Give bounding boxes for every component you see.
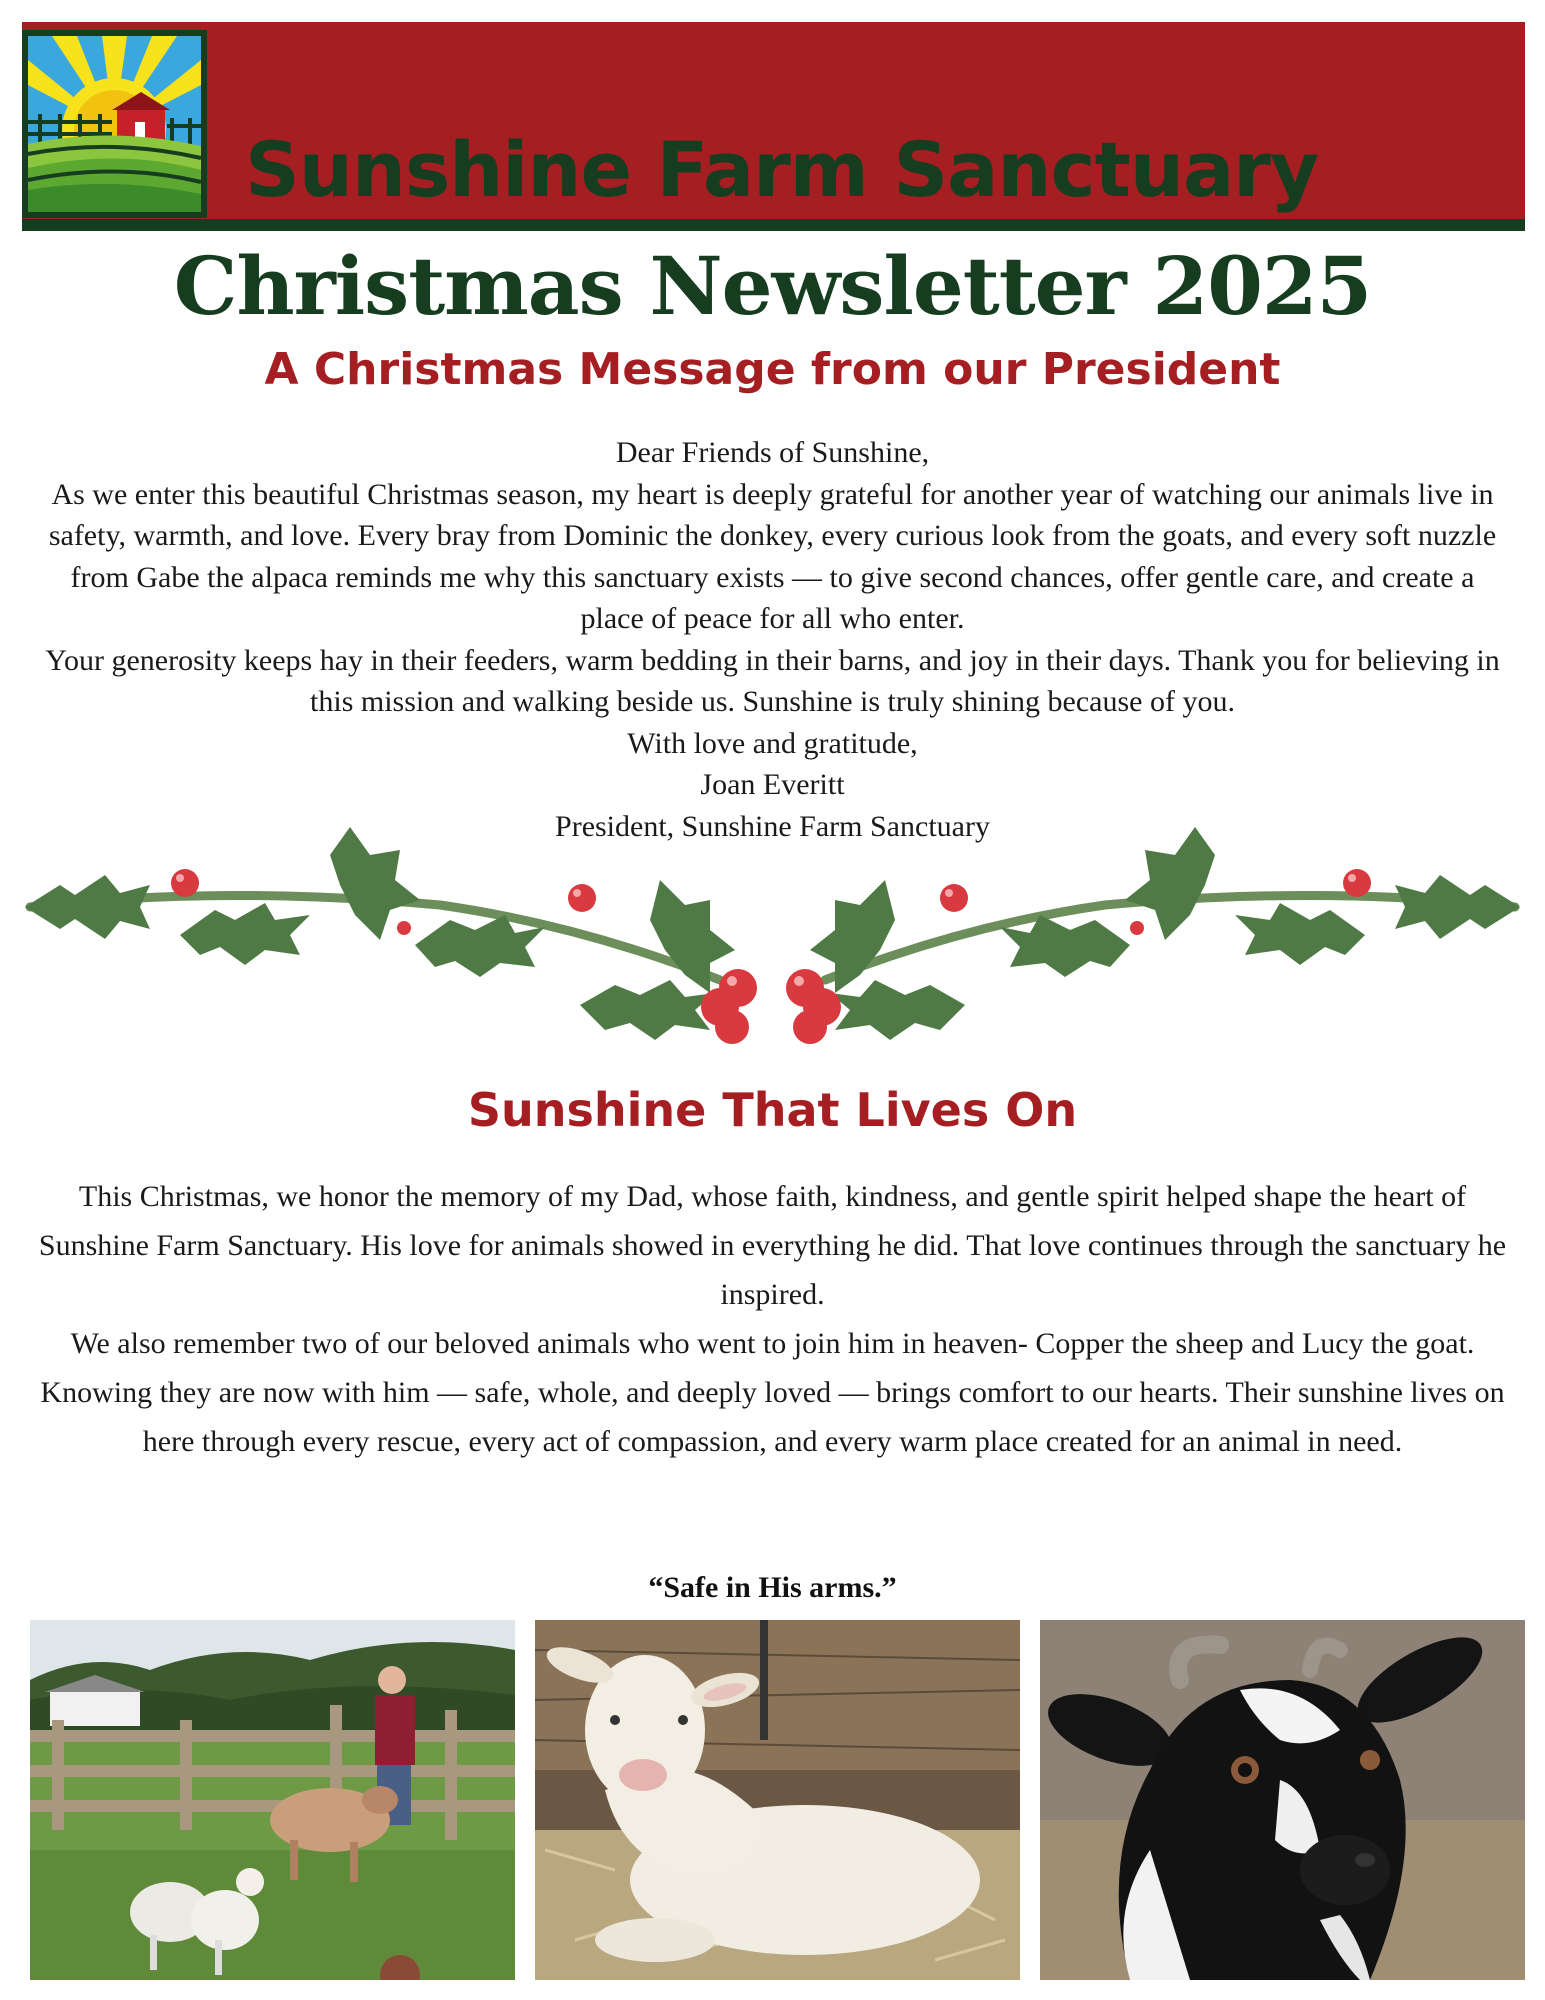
letter-paragraph-2: Your generosity keeps hay in their feeders, warm bedding in their barns, and joy in their days. Thank you for believing in this mission and walking beside us. Sunshine is truly shining because of you. — [45, 643, 1500, 718]
sunshine-farm-logo-icon — [22, 30, 207, 218]
memorial-paragraph-1: This Christmas, we honor the memory of my Dad, whose faith, kindness, and gentle spirit helped shape the heart of Sunshine Farm Sanctuary. His love for animals showed in everything he did. That love continues through the sanctuary he inspired. — [38, 1180, 1507, 1311]
header-rule — [22, 219, 1525, 231]
man-with-sheep-photo — [30, 1620, 515, 1980]
letter-closing: With love and gratitude, — [627, 726, 918, 760]
memorial-paragraph-3: Knowing they are now with him — safe, whole, and deeply loved — brings comfort to our hearts. Their sunshine lives on here through every rescue, every act of compassion, and every warm place created for an animal in need. — [40, 1376, 1505, 1458]
holly-garland-icon — [20, 815, 1525, 1060]
letter-greeting: Dear Friends of Sunshine, — [615, 436, 930, 469]
memorial-heading: Sunshine That Lives On — [467, 1083, 1078, 1137]
newsletter-title: Christmas Newsletter 2025 — [173, 239, 1372, 333]
president-letter — [40, 432, 1505, 847]
org-name: Sunshine Farm Sanctuary — [245, 125, 1319, 214]
memorial-paragraph-2: We also remember two of our beloved animals who went to join him in heaven- Copper the sheep and Lucy the goat. — [70, 1327, 1475, 1360]
memorial-text — [30, 1172, 1515, 1466]
letter-paragraph-1: As we enter this beautiful Christmas season, my heart is deeply grateful for another year of watching our animals live in safety, warmth, and love. Every bray from Dominic the donkey, every curious look from the goats, and every soft nuzzle from Gabe the alpaca reminds me why this sanctuary exists — to give second chances, offer gentle care, and create a place of peace for all who enter. — [48, 477, 1497, 635]
letter-signature-title: President, Sunshine Farm Sanctuary — [555, 809, 990, 843]
president-message-heading: A Christmas Message from our President — [264, 344, 1281, 395]
white-sheep-photo — [535, 1620, 1020, 1980]
memorial-quote: “Safe in His arms.” — [648, 1571, 897, 1604]
black-white-goat-photo — [1040, 1620, 1525, 1980]
letter-signature-name: Joan Everitt — [700, 768, 845, 801]
